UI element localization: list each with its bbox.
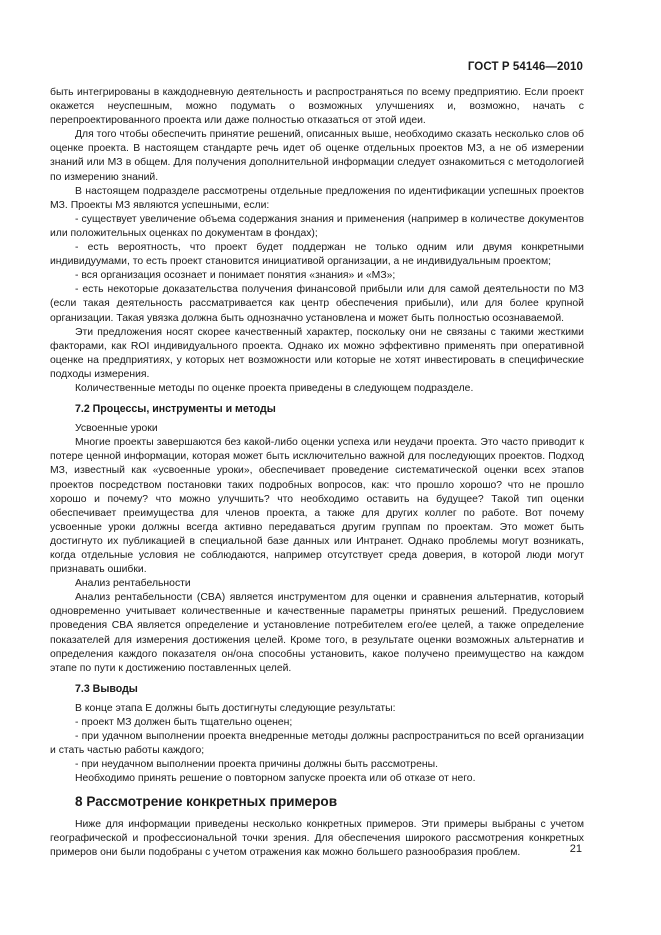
list-item: - существует увеличение объема содержания знания и применения (например в количестве документов или положительных оценках по документам в фондах); (50, 213, 584, 239)
body-text (50, 86, 584, 860)
section-heading-7-2: 7.2 Процессы, инструменты и методы (75, 403, 276, 416)
list-item: - проект МЗ должен быть тщательно оценен; (75, 717, 293, 729)
paragraph: Многие проекты завершаются без какой-либо оценки успеха или неудачи проекта. Это часто приводит к потере ценной информации, которая может быть исключительно важной для последующих проектов. Подход МЗ, известный как «усвоенные уроки», обеспечивает проведение систематической оценки всех этапов проектов посредством постановки таких подробных вопросов, как: что прошло хорошо? что не прошло хорошо и почему? что можно улучшить? что необходимо оставить на будущее? Такой тип оценки обеспечивает преимущества для членов проекта, а также для других коллег по работе. Вот почему усвоенные уроки должны всегда активно передаваться другим группам по проектам. Это может быть достигнуто их публикацией в специальной базе данных или Интранет. Однако проблемы могут возникать, когда отдельные условия не соблюдаются, например отсутствует среда доверия, в которой люди могут признавать ошибки. (50, 437, 584, 576)
paragraph: Анализ рентабельности (CBA) является инструментом для оценки и сравнения альтернатив, который одновременно учитывает количественные и качественные параметры принятых решений. Предусловием проведения CBA является определение и установление потребителем его/ее целей, а также определение показателей для измерения достижения целей. Кроме того, в результате оценки возможных альтернатив и определения каждого показателя он/она способны установить, какое получено преимущество на каждом этапе по пути к достижению поставленных целей. (50, 592, 584, 674)
document-code-header: ГОСТ Р 54146—2010 (467, 61, 583, 73)
list-item: - вся организация осознает и понимает понятия «знания» и «МЗ»; (75, 270, 396, 282)
list-item: - при неудачном выполнении проекта причины должны быть рассмотрены. (75, 759, 438, 771)
list-item: - при удачном выполнении проекта внедренные методы должны распространиться по всей организации и стать частью работы каждого; (50, 731, 584, 757)
list-item: - есть некоторые доказательства получения финансовой прибыли или для самой деятельности по МЗ (если такая деятельность рассматривается как центр обеспечения прибыли), или для более крупной организации. Такая увязка должна быть однозначно установлена и может быть полностью осознаваемой. (50, 284, 584, 324)
paragraph-continuation: быть интегрированы в каждодневную деятельность и распространяться по всему предприятию. Если проект окажется неуспешным, можно подумать о возможных улучшениях и, возможно, начать с перепроектированного проекта или даже полностью отказаться от этой идеи. (50, 87, 584, 127)
paragraph: Для того чтобы обеспечить принятие решений, описанных выше, необходимо сказать несколько слов об оценке проекта. В настоящем стандарте речь идет об оценке отдельных проектов МЗ, а не об измерении знаний или МЗ в общем. Для получения дополнительной информации следует ознакомиться с методологией по измерению знаний. (50, 129, 584, 183)
subheading-cost-benefit: Анализ рентабельности (75, 578, 191, 590)
list-item: - есть вероятность, что проект будет поддержан не только одним или двумя конкретными индивидуумами, то есть проект становится инициативой организации, а не индивидуальным проектом; (50, 242, 584, 268)
section-heading-8: 8 Рассмотрение конкретных примеров (75, 793, 338, 809)
paragraph: Количественные методы по оценке проекта приведены в следующем подразделе. (75, 382, 474, 394)
paragraph: Эти предложения носят скорее качественный характер, поскольку они не связаны с такими жесткими факторами, как ROI индивидуального проекта. Однако их можно эффективно применять при оперативной оценке на предприятиях, у которых нет возможности или которые не хотят инвестировать в специфические подходы измерения. (50, 326, 584, 380)
paragraph: Необходимо принять решение о повторном запуске проекта или об отказе от него. (75, 773, 476, 785)
section-heading-7-3: 7.3 Выводы (75, 682, 138, 695)
paragraph: Ниже для информации приведены несколько конкретных примеров. Эти примеры выбраны с учетом географической и профессиональной точки зрения. Для обеспечения широкого рассмотрения конкретных примеров они были подобраны с учетом отражения как можно большего разнообразия проблем. (50, 818, 584, 858)
paragraph: В конце этапа Е должны быть достигнуты следующие результаты: (75, 702, 396, 714)
page-number: 21 (569, 843, 582, 855)
paragraph: В настоящем подразделе рассмотрены отдельные предложения по идентификации успешных проектов МЗ. Проекты МЗ являются успешными, если: (50, 185, 584, 211)
subheading-lessons-learned: Усвоенные уроки (75, 423, 158, 435)
